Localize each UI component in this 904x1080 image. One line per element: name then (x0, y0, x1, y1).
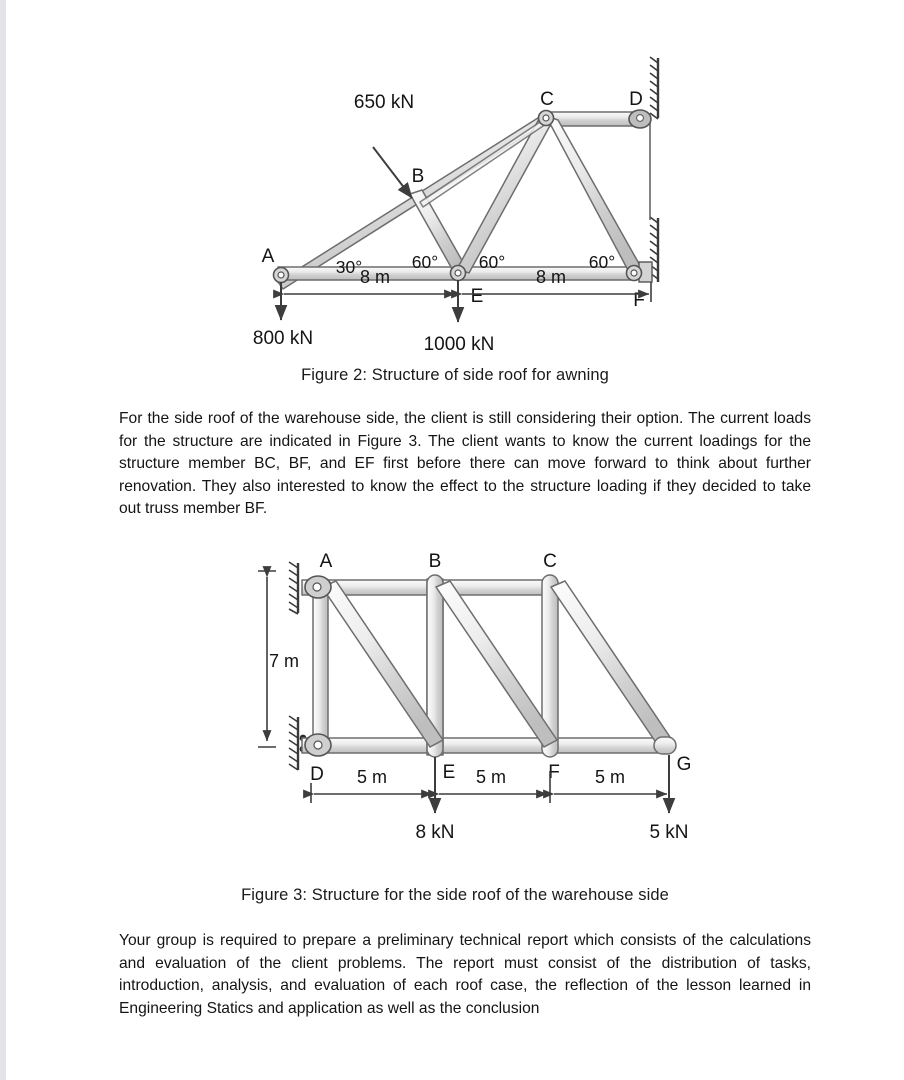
figure-2-caption: Figure 2: Structure of side roof for awning (301, 366, 609, 384)
load-label-650kn: 650 kN (353, 92, 415, 113)
angle-label-e60-right: 60° (478, 252, 506, 272)
angle-label-a30: 30° (335, 257, 363, 277)
node-label-B-fig3: B (428, 551, 442, 572)
page-content (6, 0, 904, 1080)
paragraph-report-requirements: Your group is required to prepare a preliminary technical report which consists of the calculations and evaluation of the client problems. The report must consist of the distribution of tasks, introduction, analysis, and evaluation of each roof case, the reflection of the lesson learned in Engineering Statics and application as well as the conclusion (119, 932, 811, 1017)
truss-members-fig3 (302, 575, 676, 757)
dim-label-7m: 7 m (268, 651, 300, 671)
dim-label-5m-1: 5 m (356, 767, 388, 787)
member-AD-fig3 (313, 583, 328, 750)
node-label-B: B (411, 166, 425, 187)
figure-3-svg (6, 535, 904, 865)
load-650kn (354, 92, 414, 198)
figure-3-truss-diagram (6, 535, 904, 865)
member-BF-fig3 (436, 581, 557, 747)
node-label-A: A (261, 246, 275, 267)
dim-label-5m-3: 5 m (594, 767, 626, 787)
load-800kn (253, 282, 313, 349)
wall-support-d (650, 57, 658, 119)
node-label-C: C (540, 89, 554, 110)
dim-label-8m-left: 8 m (359, 267, 391, 287)
load-label-5kn: 5 kN (649, 822, 689, 843)
figure-2-svg (6, 30, 904, 350)
node-label-G-fig3: G (676, 754, 692, 775)
node-label-E: E (470, 286, 484, 307)
figure-3-caption: Figure 3: Structure for the side roof of the warehouse side (241, 886, 669, 904)
node-label-F-fig3: F (548, 762, 560, 783)
node-label-E-fig3: E (442, 762, 456, 783)
figure-2-truss-diagram (6, 30, 904, 350)
load-label-1000kn: 1000 kN (423, 334, 495, 350)
load-1000kn (424, 280, 495, 350)
wall-support-f (650, 120, 658, 282)
node-label-C-fig3: C (543, 551, 557, 572)
dimension-row-fig2 (281, 282, 651, 302)
paragraph-warehouse-side-roof: For the side roof of the warehouse side, the client is still considering their option. The current loads for the structure are indicated in Figure 3. The client wants to know the current loadings for the structure member BC, BF, and EF first before there can move forward to think about further renovation. They also interested to know the effect to the structure loading if they decided to take out truss member BF. (119, 410, 811, 518)
node-label-D: D (629, 89, 643, 110)
load-label-800kn: 800 kN (252, 328, 314, 349)
load-label-8kn: 8 kN (415, 822, 455, 843)
node-label-F: F (633, 290, 645, 311)
angle-label-e60-left: 60° (411, 252, 439, 272)
angle-label-f60: 60° (588, 252, 616, 272)
node-label-A-fig3: A (319, 551, 333, 572)
dim-label-5m-2: 5 m (475, 767, 507, 787)
dim-label-8m-right: 8 m (535, 267, 567, 287)
node-label-D-fig3: D (310, 764, 324, 785)
member-CG-fig3 (551, 581, 672, 747)
member-AE-fig3 (322, 581, 443, 747)
member-DG-fig3 (302, 738, 669, 753)
wall-support-a-fig3 (289, 562, 298, 614)
member-CF (546, 116, 642, 274)
